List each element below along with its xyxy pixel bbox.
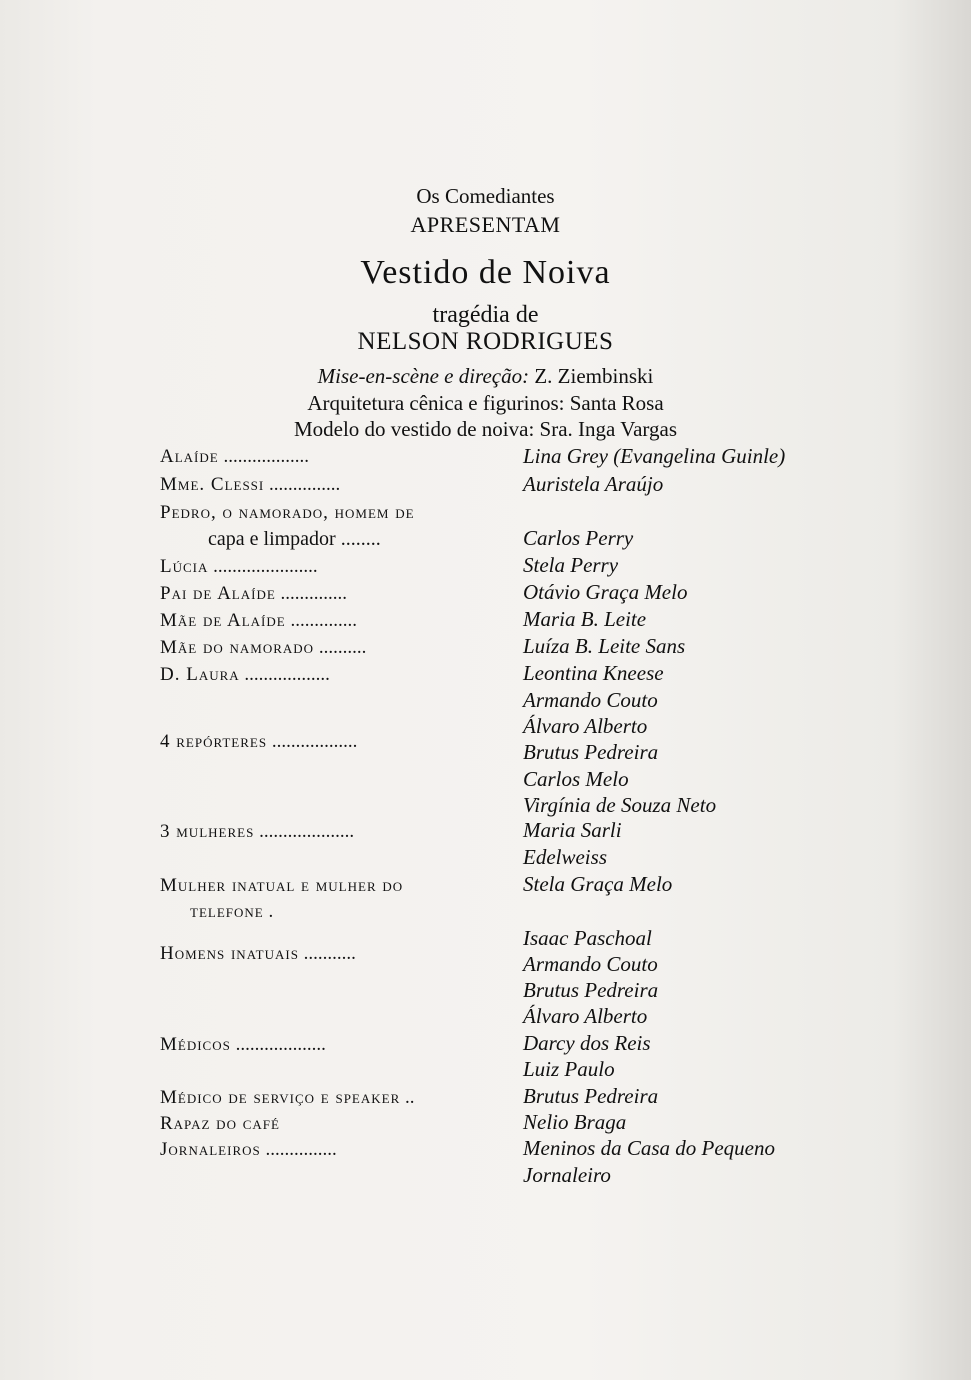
cast-role: Homens inatuais ........... — [160, 943, 356, 964]
cast-actor: Isaac Paschoal — [523, 926, 652, 950]
cast-role: Pai de Alaíde .............. — [160, 583, 348, 604]
cast-actor: Darcy dos Reis — [523, 1031, 651, 1055]
cast-role: Lúcia ...................... — [160, 556, 318, 577]
cast-actor: Meninos da Casa do Pequeno — [523, 1136, 775, 1160]
cast-role: Médicos ................... — [160, 1034, 326, 1055]
cast-actor: Luíza B. Leite Sans — [523, 634, 686, 658]
cast-actor: Armando Couto — [523, 952, 658, 976]
presenter-line: Os Comediantes — [416, 184, 555, 208]
cast-actor: Leontina Kneese — [523, 661, 664, 685]
credit-direction — [0, 364, 971, 389]
credit-value: Sra. Inga Vargas — [539, 417, 677, 441]
cast-role-continued: capa e limpador ........ — [208, 528, 381, 550]
cast-actor: Brutus Pedreira — [523, 740, 659, 764]
credit-dress — [0, 417, 971, 442]
cast-role: Mãe de Alaíde .............. — [160, 610, 357, 631]
cast-actor: Brutus Pedreira — [523, 1084, 659, 1108]
cast-actor: Otávio Graça Melo — [523, 580, 688, 604]
author-name: NELSON RODRIGUES — [357, 328, 614, 355]
cast-role: Jornaleiros ............... — [160, 1139, 337, 1160]
cast-role: Mme. Clessi ............... — [160, 474, 341, 495]
credit-label: Modelo do vestido de noiva: — [293, 417, 535, 441]
credit-scenography — [0, 391, 971, 416]
cast-actor: Auristela Araújo — [523, 472, 664, 496]
cast-actor: Virgínia de Souza Neto — [523, 793, 717, 817]
cast-actor: Maria B. Leite — [523, 607, 647, 631]
credit-value: Santa Rosa — [569, 391, 664, 415]
cast-role: Mãe do namorado .......... — [160, 637, 367, 658]
cast-role: 3 mulheres .................... — [160, 821, 355, 842]
play-title: Vestido de Noiva — [360, 254, 611, 291]
cast-actor: Armando Couto — [523, 688, 658, 712]
cast-actor: Nelio Braga — [523, 1110, 627, 1134]
cast-role: 4 repórteres .................. — [160, 731, 358, 752]
credit-value: Z. Ziembinski — [534, 364, 654, 388]
cast-actor: Carlos Perry — [523, 526, 634, 550]
cast-role: D. Laura .................. — [160, 664, 330, 685]
cast-actor: Maria Sarli — [523, 818, 622, 842]
cast-actor: Jornaleiro — [523, 1163, 611, 1187]
cast-role: Alaíde .................. — [160, 446, 309, 467]
presents-line: APRESENTAM — [410, 212, 561, 237]
cast-role-continued: telefone . — [190, 901, 274, 922]
cast-actor: Stela Perry — [523, 553, 619, 577]
credit-label: Mise-en-scène e direção: — [317, 364, 530, 388]
cast-actor: Álvaro Alberto — [523, 1004, 648, 1028]
cast-actor: Stela Graça Melo — [523, 872, 673, 896]
genre-line: tragédia de — [432, 302, 539, 328]
cast-actor: Lina Grey (Evangelina Guinle) — [523, 444, 786, 468]
cast-role: Pedro, o namorado, homem de — [160, 502, 415, 523]
cast-role: Médico de serviço e speaker .. — [160, 1087, 415, 1108]
cast-actor: Luiz Paulo — [523, 1057, 615, 1081]
cast-role: Rapaz do café — [160, 1113, 280, 1134]
cast-actor: Álvaro Alberto — [523, 714, 648, 738]
credit-label: Arquitetura cênica e figurinos: — [307, 391, 565, 415]
cast-actor: Brutus Pedreira — [523, 978, 659, 1002]
cast-role: Mulher inatual e mulher do — [160, 875, 404, 896]
cast-actor: Edelweiss — [523, 845, 607, 869]
cast-actor: Carlos Melo — [523, 767, 629, 791]
